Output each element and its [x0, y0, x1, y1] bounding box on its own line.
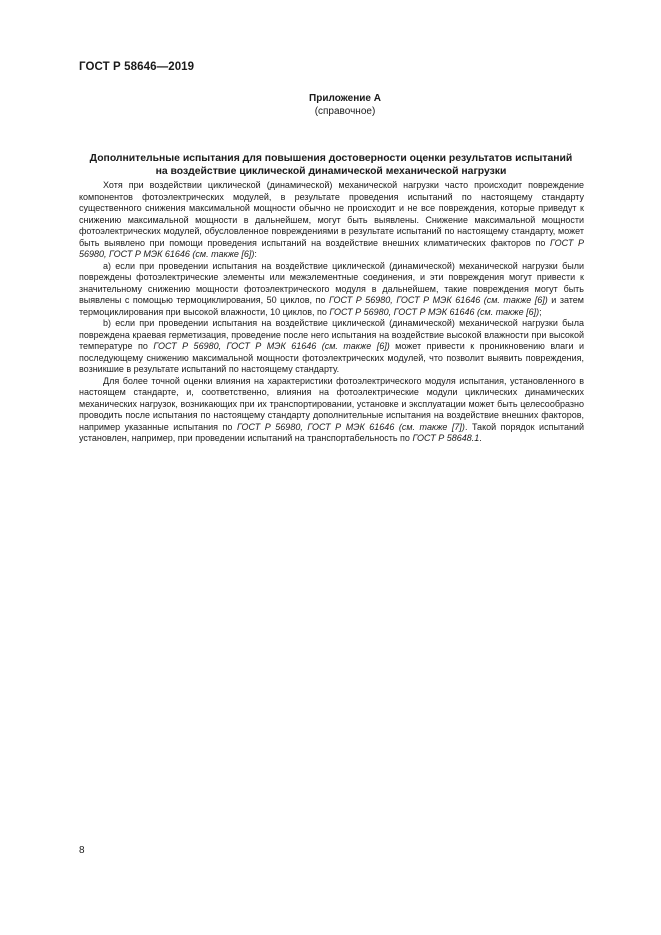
document-code: ГОСТ Р 58646—2019 [79, 61, 195, 73]
standard-reference: ГОСТ Р 58648.1 [412, 433, 480, 443]
standard-reference: ГОСТ Р 56980, ГОСТ Р МЭК 61646 (см. также [6]) [329, 306, 540, 317]
paragraph-intro-text: Хотя при воздействии циклической (динамической) механической нагрузки часто происходит повреждение компонентов фотоэлектрических модулей, в результате проведения испытаний по настоящему стандарту существенного снижения максимальной мощности обычно не происходит и не все повреждения, которые приведут к снижению максимальной мощности в дальнейшем, могут быть выявлены. Снижение максимальной мощности фотоэлектрических модулей, обусловленное повреждениями в результате испытаний по настоящему стандарту, может быть выявлено при помощи проведения испытаний на воздействие внешних климатических факторов по [79, 180, 584, 248]
punctuation: . [479, 433, 482, 443]
section-title-line2: на воздействие циклической динамической механической нагрузки [155, 165, 507, 177]
punctuation: ; [539, 306, 542, 317]
annex-subtitle: (справочное) [314, 105, 376, 117]
page-number: 8 [79, 845, 85, 856]
annex-heading [300, 93, 390, 118]
standard-reference: ГОСТ Р 56980, ГОСТ Р МЭК 61646 (см. также [6]) [328, 295, 548, 305]
punctuation: : [254, 249, 257, 259]
paragraph-item-b [79, 318, 584, 376]
item-b-text-continued: может привести к проникновению влаги и последующему снижению максимальной мощности фотоэлектрических модулей, что позволит выявить повреждения, возникшие в результате испытаний по настоящему стандарту. [79, 341, 584, 374]
paragraph-item-a [79, 261, 584, 319]
section-title-line1: Дополнительные испытания для повышения достоверности оценки результатов испытаний [89, 153, 573, 164]
body-text [79, 180, 584, 445]
paragraph-intro [79, 180, 584, 261]
conclusion-text-continued: . Такой порядок испытаний установлен, например, при проведении испытаний на транспортабельность по [79, 421, 584, 443]
standard-reference: ГОСТ Р 56980, ГОСТ Р МЭК 61646 (см. также [6]) [153, 341, 390, 351]
paragraph-conclusion [79, 376, 584, 445]
section-title [79, 153, 583, 178]
item-a-text-continued: и затем термоциклирования при высокой влажности, 10 циклов, по [79, 295, 584, 317]
item-a-text: a) если при проведении испытания на воздействие циклической (динамической) механической нагрузки были повреждены фотоэлектрические элементы или межэлементные соединения, и эти повреждения могут привести к значительному снижению мощности фотоэлектрического модуля в дальнейшем, такие повреждения могут быть выявлены с помощью термоциклирования, 50 циклов, по [79, 260, 584, 305]
standard-reference: ГОСТ Р 56980, ГОСТ Р МЭК 61646 (см. также [7]) [236, 421, 465, 432]
item-b-text: b) если при проведении испытания на воздействие циклической (динамической) механической нагрузки была повреждена краевая герметизация, проведение после него испытания на воздействие высокой влажности при высокой температуре по [79, 318, 584, 351]
conclusion-text: Для более точной оценки влияния на характеристики фотоэлектрического модуля испытания, установленного в настоящем стандарте, и, соответственно, влияния на фотоэлектрические модули циклических динамических механических нагрузок, возникающих при их транспортировании, установке и эксплуатации может быть целесообразно проводить после испытания по настоящему стандарту дополнительные испытания на воздействие внешних факторов, например указанные испытания по [79, 375, 584, 432]
annex-title: Приложение А [309, 93, 381, 104]
standard-reference: ГОСТ Р 56980, ГОСТ Р МЭК 61646 (см. также [6]) [79, 237, 584, 259]
